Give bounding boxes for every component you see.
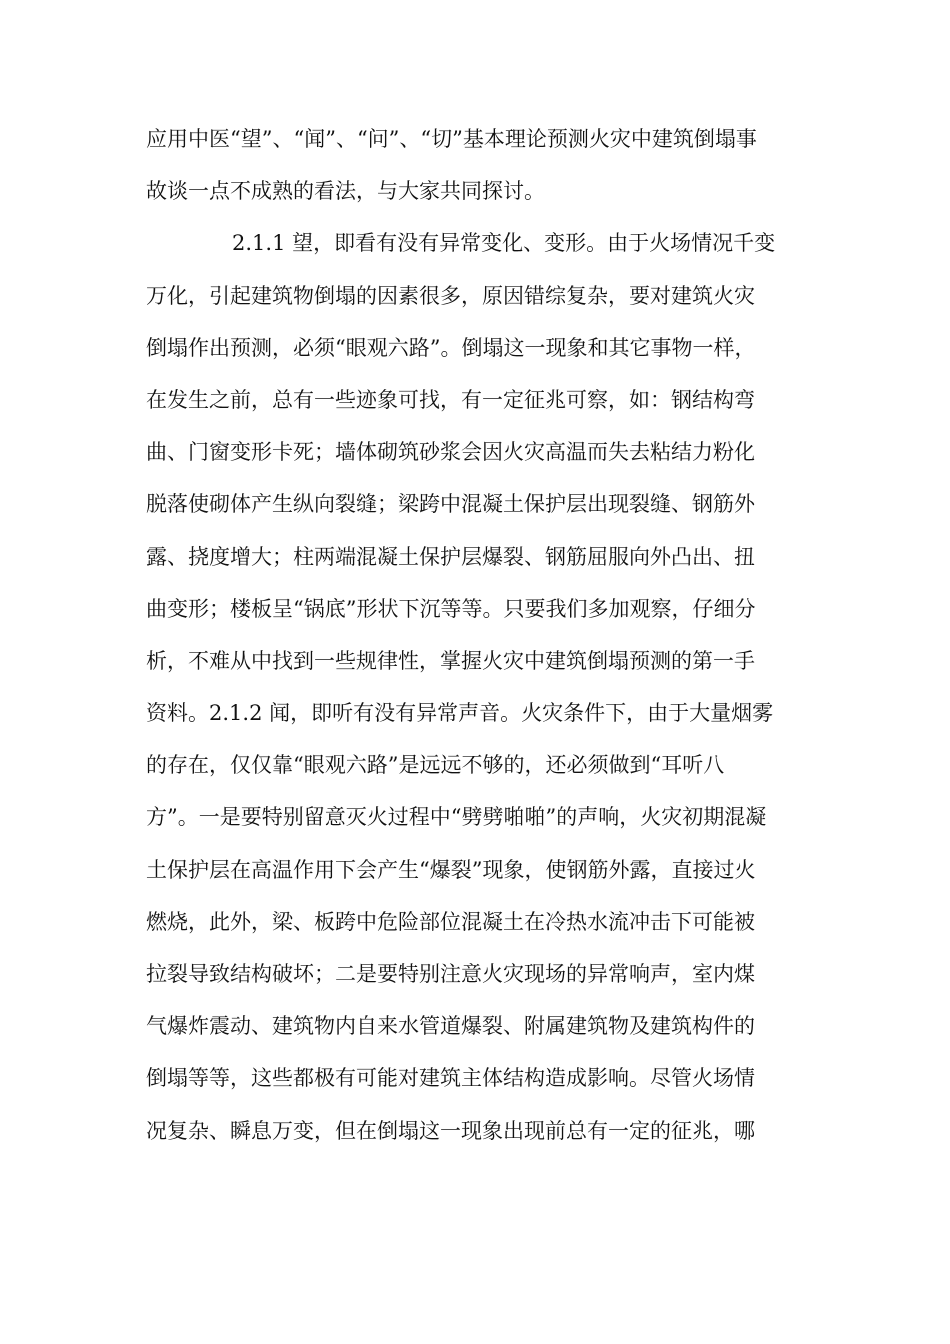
text-line: 气爆炸震动、建筑物内自来水管道爆裂、附属建筑物及建筑构件的 [146, 1014, 755, 1039]
text-line: 倒塌作出预测，必须“眼观六路”。倒塌这一现象和其它事物一样， [146, 335, 756, 360]
text-line: 在发生之前，总有一些迹象可找，有一定征兆可察，如：钢结构弯 [146, 387, 755, 412]
text-line: 曲、门窗变形卡死；墙体砌筑砂浆会因火灾高温而失去粘结力粉化 [146, 440, 755, 465]
text-line: 应用中医“望”、“闻”、“问”、“切”基本理论预测火灾中建筑倒塌事 [146, 127, 757, 151]
text-line: 曲变形；楼板呈“锅底”形状下沉等等。只要我们多加观察，仔细分 [146, 596, 756, 621]
text-line: 方”。一是要特别留意灭火过程中“劈劈啪啪”的声响，火灾初期混凝 [146, 805, 767, 830]
text-line: 拉裂导致结构破坏；二是要特别注意火灾现场的异常响声，室内煤 [146, 962, 755, 986]
text-line: 燃烧，此外，梁、板跨中危险部位混凝土在冷热水流冲击下可能被 [146, 909, 755, 934]
section-heading-line: 2.1.1 望，即看有没有异常变化、变形。由于火场情况千变 [232, 231, 776, 256]
text-line: 析，不难从中找到一些规律性，掌握火灾中建筑倒塌预测的第一手 [146, 648, 755, 673]
text-line: 故谈一点不成熟的看法，与大家共同探讨。 [146, 179, 545, 204]
body-text [146, 113, 806, 1157]
text-line: 露、挠度增大；柱两端混凝土保护层爆裂、钢筋屈服向外凸出、扭 [146, 544, 755, 569]
text-line: 土保护层在高温作用下会产生“爆裂”现象，使钢筋外露，直接过火 [146, 857, 756, 882]
text-line: 脱落使砌体产生纵向裂缝；梁跨中混凝土保护层出现裂缝、钢筋外 [146, 492, 755, 517]
text-line: 况复杂、瞬息万变，但在倒塌这一现象出现前总有一定的征兆，哪 [146, 1118, 755, 1143]
text-line: 万化，引起建筑物倒塌的因素很多，原因错综复杂，要对建筑火灾 [146, 283, 755, 308]
text-line: 的存在，仅仅靠“眼观六路”是远远不够的，还必须做到“耳听八 [146, 753, 725, 778]
text-line: 资料。2.1.2 闻，即听有没有异常声音。火灾条件下，由于大量烟雾 [146, 701, 774, 726]
text-line: 倒塌等等，这些都极有可能对建筑主体结构造成影响。尽管火场情 [146, 1066, 755, 1091]
